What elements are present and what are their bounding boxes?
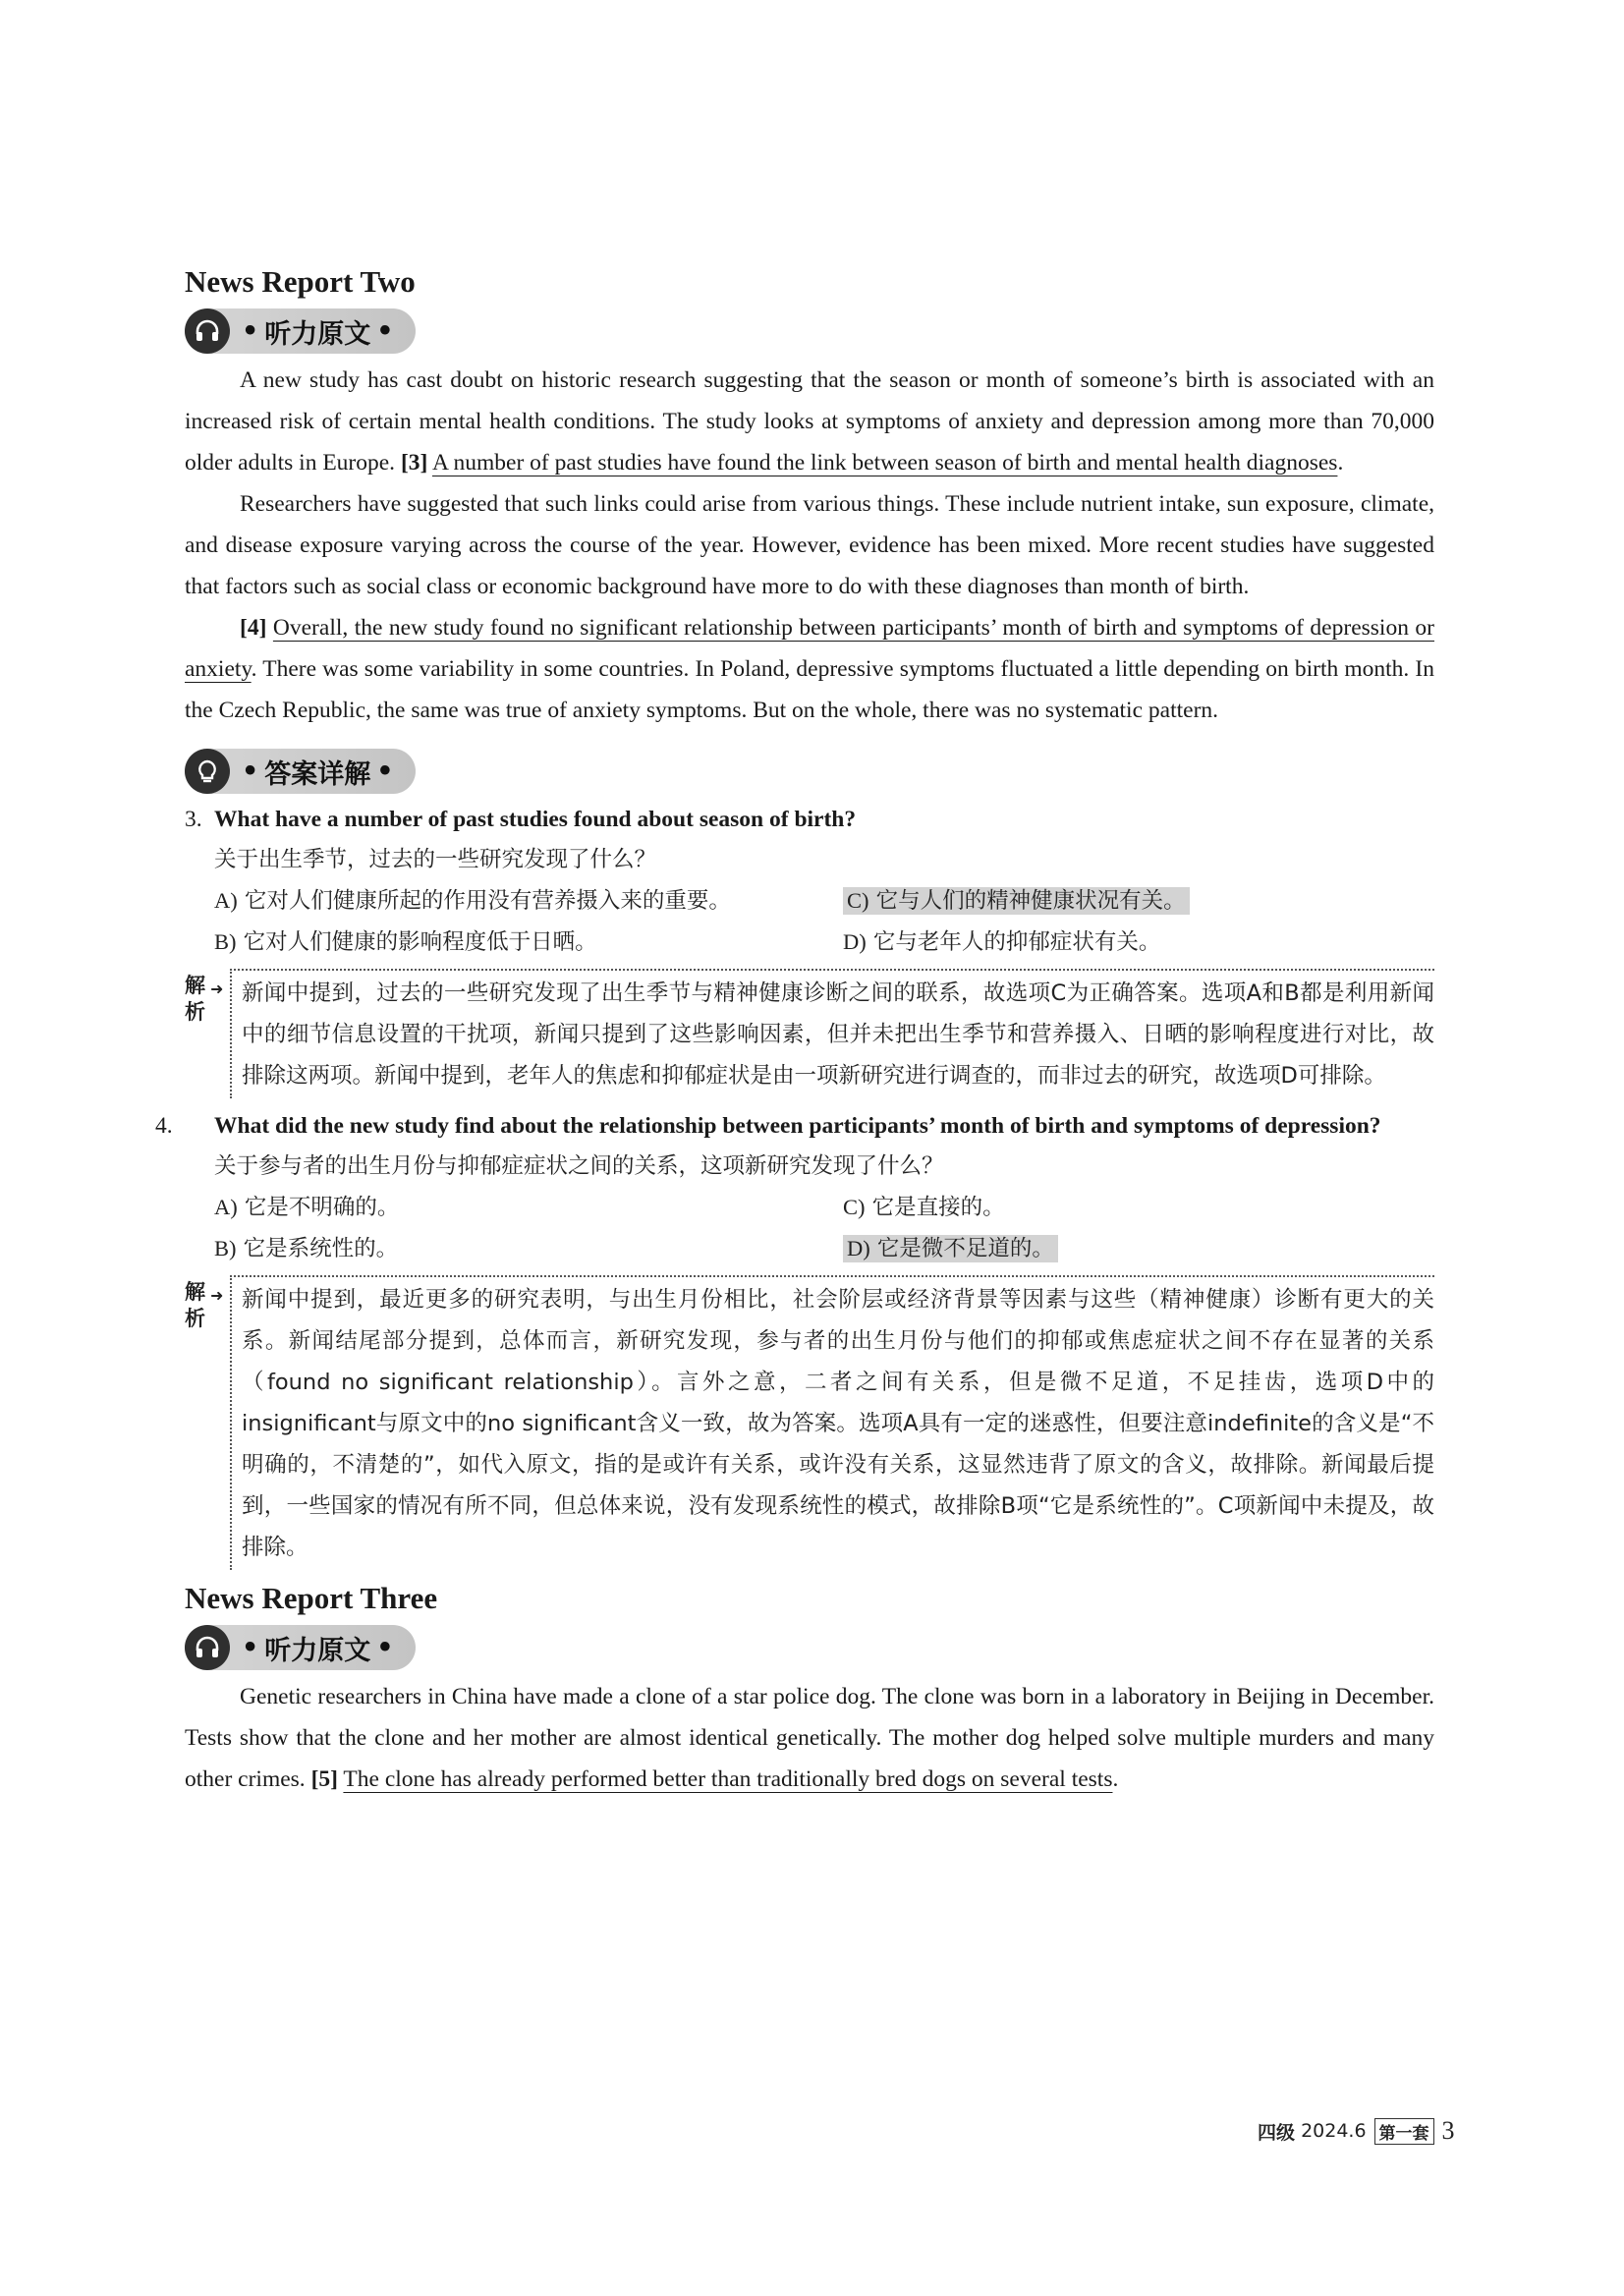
question-4-analysis [185,1275,1434,1570]
headphones-icon [185,1625,230,1670]
option-d: D) 它与老年人的抑郁症状有关。 [843,929,1161,955]
question-4: 4. What did the new study find about the relationship between participants’ month of birth and symptoms of depression? [155,1113,1381,1139]
option-c: C) 它是直接的。 [843,1195,1005,1220]
listening-badge: • 听力原文 • [185,1625,416,1670]
analysis-text: 新闻中提到，过去的一些研究发现了出生季节与精神健康诊断之间的联系，故选项C为正确答案。选项A和B都是利用新闻中的细节信息设置的干扰项，新闻只提到了这些影响因素，但并未把出生季节和营养摄入、日晒的影响程度进行对比，故排除这两项。新闻中提到，老年人的焦虑和抑郁症状是由一项新研究进行调查的，而非过去的研究，故选项D可排除。 [230,969,1434,1098]
page-footer [1258,2116,1455,2146]
answer-badge: • 答案详解 • [185,749,416,794]
arrow-icon: ➜ [210,1286,224,1305]
report2-paragraph-1: A new study has cast doubt on historic research suggesting that the season or month of someone’s birth is associated with an increased risk of certain mental health conditions. The study looks at symptoms of anxiety and depression among more than 70,000 older adults in Europe. [3] A number of past studies have found the link between season of birth and mental health diagnoses. [185,367,1434,476]
exam-date: 2024.6 [1301,2120,1367,2142]
option-a: A) 它是不明确的。 [214,1195,400,1220]
option-b: B) 它是系统性的。 [214,1236,399,1261]
report3-title: News Report Three [185,1581,438,1615]
correct-answer-highlight: C) 它与人们的精神健康状况有关。 [843,887,1190,915]
page-number: 3 [1441,2116,1455,2145]
analysis-label: 解析 ➜ [185,974,224,1024]
report2-title: News Report Two [185,264,416,299]
analysis-label: 解析 ➜ [185,1280,224,1330]
question-3-analysis [185,969,1434,1098]
question-4-translation: 关于参与者的出生月份与抑郁症症状之间的关系，这项新研究发现了什么？ [214,1153,944,1179]
correct-answer-highlight: D) 它是微不足道的。 [843,1235,1058,1262]
analysis-text: 新闻中提到，最近更多的研究表明，与出生月份相比，社会阶层或经济背景等因素与这些（精神健康）诊断有更大的关系。新闻结尾部分提到，总体而言，新研究发现，参与者的出生月份与他们的抑郁或焦虑症状之间不存在显著的关系（found no significant relationship）。言外之意，二者之间有关系，但是微不足道，不足挂齿，选项D中的insignificant与原文中的no significant含义一致，故为答案。选项A具有一定的迷惑性，但要注意indefinite的含义是“不明确的，不清楚的”，如代入原文，指的是或许有关系，或许没有关系，这显然违背了原文的含义，故排除。新闻最后提到，一些国家的情况有所不同，但总体来说，没有发现系统性的模式，故排除B项“它是系统性的”。C项新闻中未提及，故排除。 [230,1275,1434,1570]
key-sentence-4: Overall, the new study found no significant relationship between participants’ month of birth and symptoms of depression or anxiety [185,615,1435,682]
report3-paragraph-1: Genetic researchers in China have made a clone of a star police dog. The clone was born in a laboratory in Beijing in December. Tests show that the clone and her mother are almost identical genetically. The mother dog helped solve multiple murders and many other crimes. [5] The clone has already performed better than traditionally bred dogs on several tests. [185,1684,1434,1792]
answer-badge-label: 答案详解 [264,758,371,790]
key-sentence-5: The clone has already performed better than traditionally bred dogs on several tests [343,1766,1113,1792]
option-a: A) 它对人们健康所起的作用没有营养摄入来的重要。 [214,888,731,914]
exam-set: 第一套 [1374,2118,1434,2145]
arrow-icon: ➜ [210,980,224,998]
listening-badge-label: 听力原文 [264,318,371,350]
key-sentence-3: A number of past studies have found the link between season of birth and mental health diagnoses [431,450,1338,476]
page-content [155,261,1435,1800]
report2-paragraph-2: Researchers have suggested that such links could arise from various things. These include nutrient intake, sun exposure, climate, and disease exposure varying across the course of the year. However, evidence has been mixed. More recent studies have suggested that factors such as social class or economic background have more to do with these diagnoses than month of birth. [185,491,1434,599]
option-c [843,880,1432,922]
report2-paragraph-3: [4] Overall, the new study found no significant relationship between participants’ month of birth and symptoms of depression or anxiety. There was some variability in some countries. In Poland, depressive symptoms fluctuated a little depending on birth month. In the Czech Republic, the same was true of anxiety symptoms. But on the whole, there was no systematic pattern. [185,615,1435,723]
question-3-translation: 关于出生季节，过去的一些研究发现了什么？ [214,847,657,872]
question-4-options [214,1187,1434,1269]
option-d [843,1228,1432,1269]
question-3-options [214,880,1434,963]
listening-badge: • 听力原文 • [185,308,416,354]
option-b: B) 它对人们健康的影响程度低于日晒。 [214,929,597,955]
listening-badge-label: 听力原文 [264,1635,371,1666]
headphones-icon [185,308,230,354]
exam-level: 四级 [1258,2121,1296,2144]
lightbulb-icon [185,749,230,794]
question-3: 3. What have a number of past studies found about season of birth? [185,807,857,832]
